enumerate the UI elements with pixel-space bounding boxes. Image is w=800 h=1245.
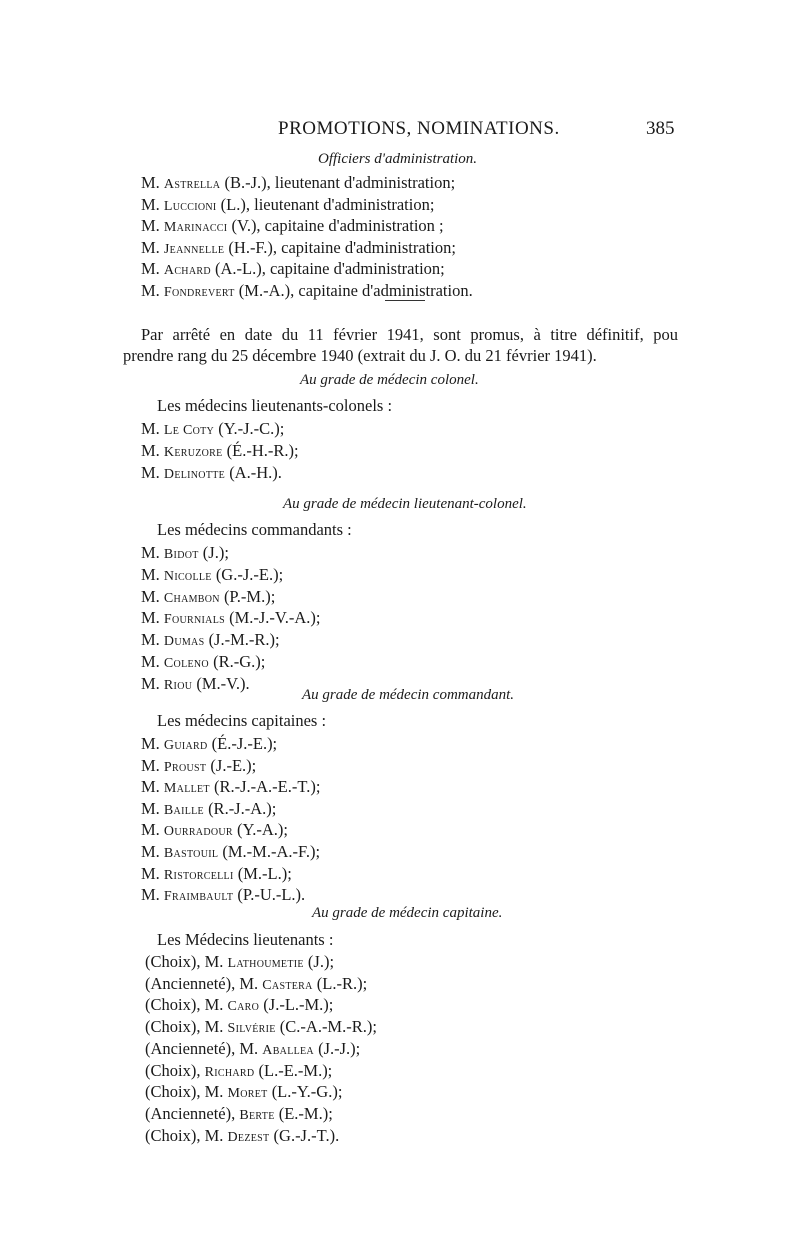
entry-details: (L.-E.-M.); xyxy=(254,1060,333,1080)
entry-details: (M.-A.), capitaine d'administration. xyxy=(234,280,473,300)
section-heading-colonel: Au grade de médecin colonel. xyxy=(300,372,479,388)
entry-details: (Y.-A.); xyxy=(232,820,289,840)
running-header xyxy=(0,118,800,142)
list-entry xyxy=(141,173,455,193)
section-heading-admin: Officiers d'administration. xyxy=(318,151,478,167)
entry-prefix: M. xyxy=(141,863,164,883)
entry-details: (M.-M.-A.-F.); xyxy=(218,842,321,861)
list-entry xyxy=(141,259,445,279)
list-entry xyxy=(141,587,275,607)
list-entry xyxy=(145,995,333,1015)
entry-surname: Ourradour xyxy=(163,824,233,840)
entry-surname: Bastouil xyxy=(163,846,219,861)
list-entry xyxy=(141,195,434,215)
entry-prefix: (Choix), M. xyxy=(145,1125,228,1145)
entry-surname: Fournials xyxy=(163,612,225,628)
entry-details: (M.-V.). xyxy=(192,673,250,693)
entry-prefix: (Choix), M. xyxy=(145,1017,228,1037)
running-title: PROMOTIONS, NOMINATIONS. xyxy=(278,118,560,139)
list-entry xyxy=(141,734,277,754)
entry-prefix: (Choix), M. xyxy=(145,952,228,971)
list-entry xyxy=(141,799,276,819)
entry-prefix: (Choix), M. xyxy=(145,995,228,1015)
intro-colonel: Les médecins lieutenants-colonels : xyxy=(157,396,393,415)
list-entry xyxy=(141,608,320,628)
list-entry xyxy=(141,674,250,694)
entry-surname: Dezest xyxy=(227,1129,270,1145)
entry-prefix: M. xyxy=(141,194,164,214)
list-entry xyxy=(145,1104,333,1124)
entry-details: (A.-L.), capitaine d'administration; xyxy=(210,259,445,278)
list-entry xyxy=(141,820,288,840)
entry-details: (A.-H.). xyxy=(225,463,282,482)
entry-details: (M.-L.); xyxy=(233,863,292,883)
list-entry xyxy=(141,565,283,585)
entry-prefix: M. xyxy=(141,543,164,562)
entry-prefix: M. xyxy=(141,173,164,192)
entry-surname: Aballea xyxy=(262,1042,314,1058)
entry-surname: Richard xyxy=(204,1064,255,1080)
list-entry xyxy=(145,1039,360,1059)
list-entry xyxy=(145,974,367,994)
list-entry xyxy=(141,441,299,461)
entry-surname: Coleno xyxy=(163,656,209,671)
list-entry xyxy=(145,1017,377,1037)
entry-details: (É.-H.-R.); xyxy=(222,441,299,460)
entry-prefix: M. xyxy=(141,734,164,753)
decree-line-1: Par arrêté en date du 11 février 1941, sont promus, à titre définitif, pou xyxy=(141,325,678,344)
list-entry xyxy=(141,543,229,563)
entry-details: (L.-R.); xyxy=(312,973,368,993)
list-entry xyxy=(141,652,265,672)
entry-prefix: M. xyxy=(141,280,164,300)
entry-surname: Fondrevert xyxy=(163,284,235,300)
entry-details: (G.-J.-T.). xyxy=(269,1125,340,1145)
entry-details: (R.-G.); xyxy=(208,652,266,671)
entry-prefix: M. xyxy=(141,755,164,775)
entry-details: (P.-U.-L.). xyxy=(233,885,306,905)
entry-prefix: (Ancienneté), M. xyxy=(145,1038,263,1058)
entry-surname: Delinotte xyxy=(163,467,226,482)
entry-prefix: M. xyxy=(141,673,164,693)
entry-details: (L.-Y.-G.); xyxy=(267,1082,343,1102)
entry-details: (J.); xyxy=(303,952,335,971)
entry-surname: Caro xyxy=(227,999,260,1015)
list-entry xyxy=(141,419,284,439)
list-entry xyxy=(141,630,280,650)
decree-paragraph xyxy=(123,324,678,366)
entry-surname: Marinacci xyxy=(163,220,228,235)
entry-prefix: M. xyxy=(141,777,164,797)
list-entry xyxy=(141,842,320,862)
list-entry xyxy=(145,952,334,972)
entry-prefix: M. xyxy=(141,820,164,840)
entry-prefix: M. xyxy=(141,441,164,460)
section-heading-capitaine: Au grade de médecin capitaine. xyxy=(312,905,503,921)
entry-prefix: M. xyxy=(141,798,164,818)
section-heading-commandant: Au grade de médecin commandant. xyxy=(302,687,515,703)
entry-prefix: (Choix), M. xyxy=(145,1082,228,1102)
entry-details: (V.), capitaine d'administration ; xyxy=(227,216,444,235)
entry-prefix: (Choix), xyxy=(145,1060,205,1080)
list-entry xyxy=(141,281,473,301)
page-number: 385 xyxy=(646,118,675,139)
entry-details: (M.-J.-V.-A.); xyxy=(224,608,321,628)
entry-prefix: M. xyxy=(141,216,164,235)
entry-surname: Chambon xyxy=(163,590,220,606)
list-entry xyxy=(141,756,256,776)
entry-surname: Keruzore xyxy=(163,445,223,460)
section-divider xyxy=(385,300,425,301)
entry-surname: Mallet xyxy=(163,781,210,797)
entry-surname: Silvérie xyxy=(227,1021,276,1037)
entry-details: (C.-A.-M.-R.); xyxy=(275,1017,377,1037)
list-entry xyxy=(141,463,282,483)
entry-prefix: M. xyxy=(141,608,164,628)
entry-details: (E.-M.); xyxy=(274,1103,333,1123)
entry-details: (J.-L.-M.); xyxy=(259,995,334,1015)
entry-surname: Fraimbault xyxy=(163,889,234,905)
entry-prefix: M. xyxy=(141,586,164,606)
list-entry xyxy=(145,1126,339,1146)
entry-details: (H.-F.), capitaine d'administration; xyxy=(224,237,456,257)
entry-details: (É.-J.-E.); xyxy=(207,734,278,753)
entry-surname: Astrella xyxy=(163,177,221,192)
list-entry xyxy=(141,216,444,236)
entry-prefix: M. xyxy=(141,885,164,905)
list-entry xyxy=(145,1061,332,1081)
list-entry xyxy=(141,864,292,884)
entry-surname: Proust xyxy=(163,759,207,775)
entry-surname: Nicolle xyxy=(163,568,212,584)
entry-details: (B.-J.), lieutenant d'administration; xyxy=(220,173,456,192)
decree-line-2: prendre rang du 25 décembre 1940 (extrait du J. O. du 21 février 1941). xyxy=(123,346,597,365)
entry-details: (J.-J.); xyxy=(313,1038,361,1058)
entry-details: (R.-J.-A.-E.-T.); xyxy=(209,777,321,797)
entry-surname: Moret xyxy=(227,1086,268,1102)
entry-details: (J.-M.-R.); xyxy=(204,630,280,650)
entry-details: (P.-M.); xyxy=(219,586,276,606)
entry-prefix: (Ancienneté), xyxy=(145,1103,240,1123)
entry-surname: Guiard xyxy=(163,738,208,753)
entry-prefix: (Ancienneté), M. xyxy=(145,973,263,993)
entry-prefix: M. xyxy=(141,419,164,438)
intro-commandant: Les médecins capitaines : xyxy=(157,711,327,730)
entry-prefix: M. xyxy=(141,842,164,861)
entry-surname: Dumas xyxy=(163,634,205,650)
entry-prefix: M. xyxy=(141,463,164,482)
entry-surname: Baille xyxy=(163,802,204,818)
entry-prefix: M. xyxy=(141,259,164,278)
entry-details: (Y.-J.-C.); xyxy=(214,419,285,438)
entry-prefix: M. xyxy=(141,630,164,650)
list-entry xyxy=(141,238,456,258)
entry-surname: Ristorcelli xyxy=(163,867,234,883)
entry-prefix: M. xyxy=(141,652,164,671)
entry-surname: Le Coty xyxy=(163,423,215,438)
entry-surname: Lathoumetie xyxy=(227,956,304,971)
entry-surname: Bidot xyxy=(163,547,199,562)
entry-prefix: M. xyxy=(141,237,164,257)
entry-details: (J.-E.); xyxy=(206,755,257,775)
entry-surname: Achard xyxy=(163,263,211,278)
entry-surname: Jeannelle xyxy=(163,241,225,257)
entry-details: (J.); xyxy=(198,543,229,562)
intro-ltcolonel: Les médecins commandants : xyxy=(157,520,352,539)
entry-prefix: M. xyxy=(141,564,164,584)
entry-details: (G.-J.-E.); xyxy=(211,564,284,584)
list-entry xyxy=(141,777,320,797)
entry-surname: Riou xyxy=(163,677,193,693)
intro-capitaine: Les Médecins lieutenants : xyxy=(157,930,334,949)
entry-surname: Berte xyxy=(239,1107,275,1123)
list-entry xyxy=(145,1082,342,1102)
entry-surname: Luccioni xyxy=(163,198,217,214)
entry-surname: Castera xyxy=(262,977,313,993)
entry-details: (R.-J.-A.); xyxy=(203,798,277,818)
entry-details: (L.), lieutenant d'administration; xyxy=(216,194,435,214)
section-heading-ltcolonel: Au grade de médecin lieutenant-colonel. xyxy=(283,496,527,512)
list-entry xyxy=(141,885,305,905)
